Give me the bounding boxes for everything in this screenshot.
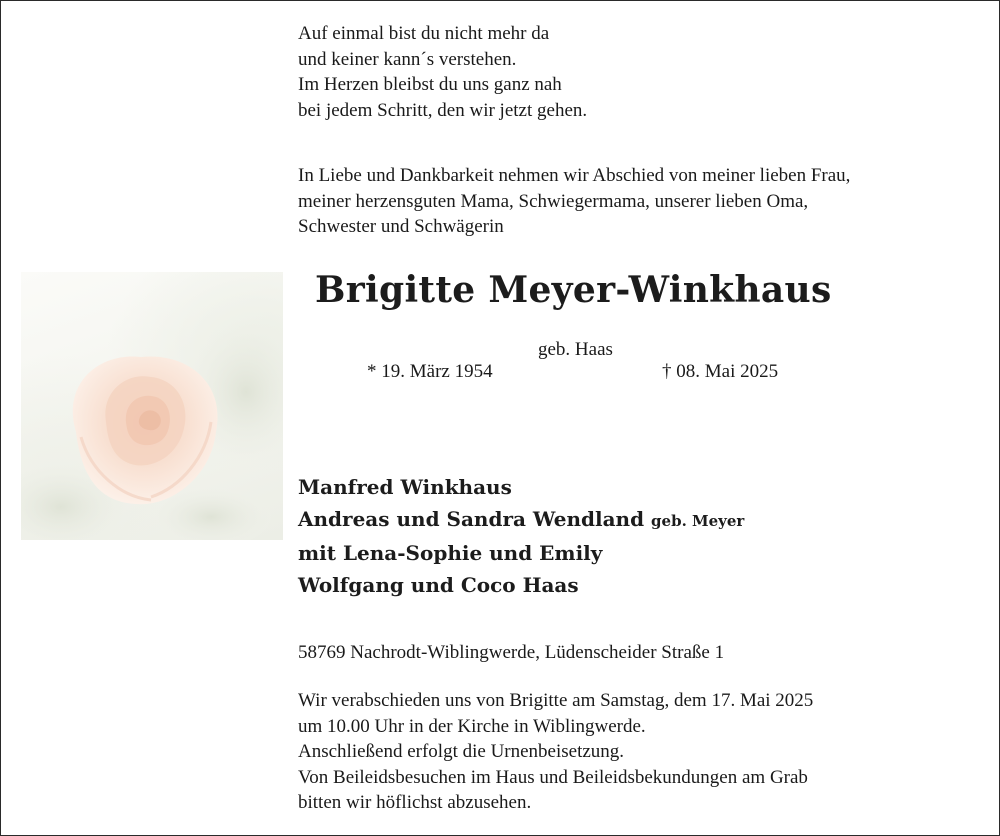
poem-line: und keiner kann´s verstehen. xyxy=(298,48,517,70)
mourner-line: Manfred Winkhaus xyxy=(298,475,512,499)
poem-line: bei jedem Schritt, den wir jetzt gehen. xyxy=(298,99,588,121)
rose-illustration xyxy=(21,272,283,540)
death-date: † 08. Mai 2025 xyxy=(662,361,779,382)
service-line: Wir verabschieden uns von Brigitte am Samstag, dem 17. Mai 2025 xyxy=(298,690,814,711)
mourner-name: Andreas und Sandra Wendland xyxy=(298,507,645,531)
mourner-line: mit Lena-Sophie und Emily xyxy=(298,541,603,565)
address xyxy=(298,640,724,666)
service-line: Von Beileidsbesuchen im Haus und Beileidsbekundungen am Grab xyxy=(298,766,808,788)
maiden-name: geb. Haas xyxy=(538,339,613,360)
poem-line: Auf einmal bist du nicht mehr da xyxy=(298,23,550,44)
poem-line: Im Herzen bleibst du uns ganz nah xyxy=(298,74,562,95)
mourners-list xyxy=(298,471,744,601)
deceased-name: Brigitte Meyer-Winkhaus xyxy=(315,269,832,311)
birth-date: * 19. März 1954 xyxy=(367,361,493,382)
intro-line: meiner herzensguten Mama, Schwiegermama, unserer lieben Oma, xyxy=(298,190,809,212)
service-line: Anschließend erfolgt die Urnenbeisetzung. xyxy=(298,741,625,762)
poem xyxy=(298,21,587,123)
address-line: 58769 Nachrodt-Wiblingwerde, Lüdenscheider Straße 1 xyxy=(298,642,725,663)
mourner-line xyxy=(298,503,744,537)
intro-text xyxy=(298,163,850,240)
service-line: bitten wir höflichst abzusehen. xyxy=(298,792,532,813)
rose-image xyxy=(21,272,283,540)
service-line: um 10.00 Uhr in der Kirche in Wiblingwerde. xyxy=(298,715,646,737)
intro-line: In Liebe und Dankbarkeit nehmen wir Abschied von meiner lieben Frau, xyxy=(298,165,851,186)
mourner-line: Wolfgang und Coco Haas xyxy=(298,573,579,597)
intro-line: Schwester und Schwägerin xyxy=(298,216,504,237)
service-info xyxy=(298,688,813,816)
mourner-maiden-name: geb. Meyer xyxy=(651,512,745,530)
